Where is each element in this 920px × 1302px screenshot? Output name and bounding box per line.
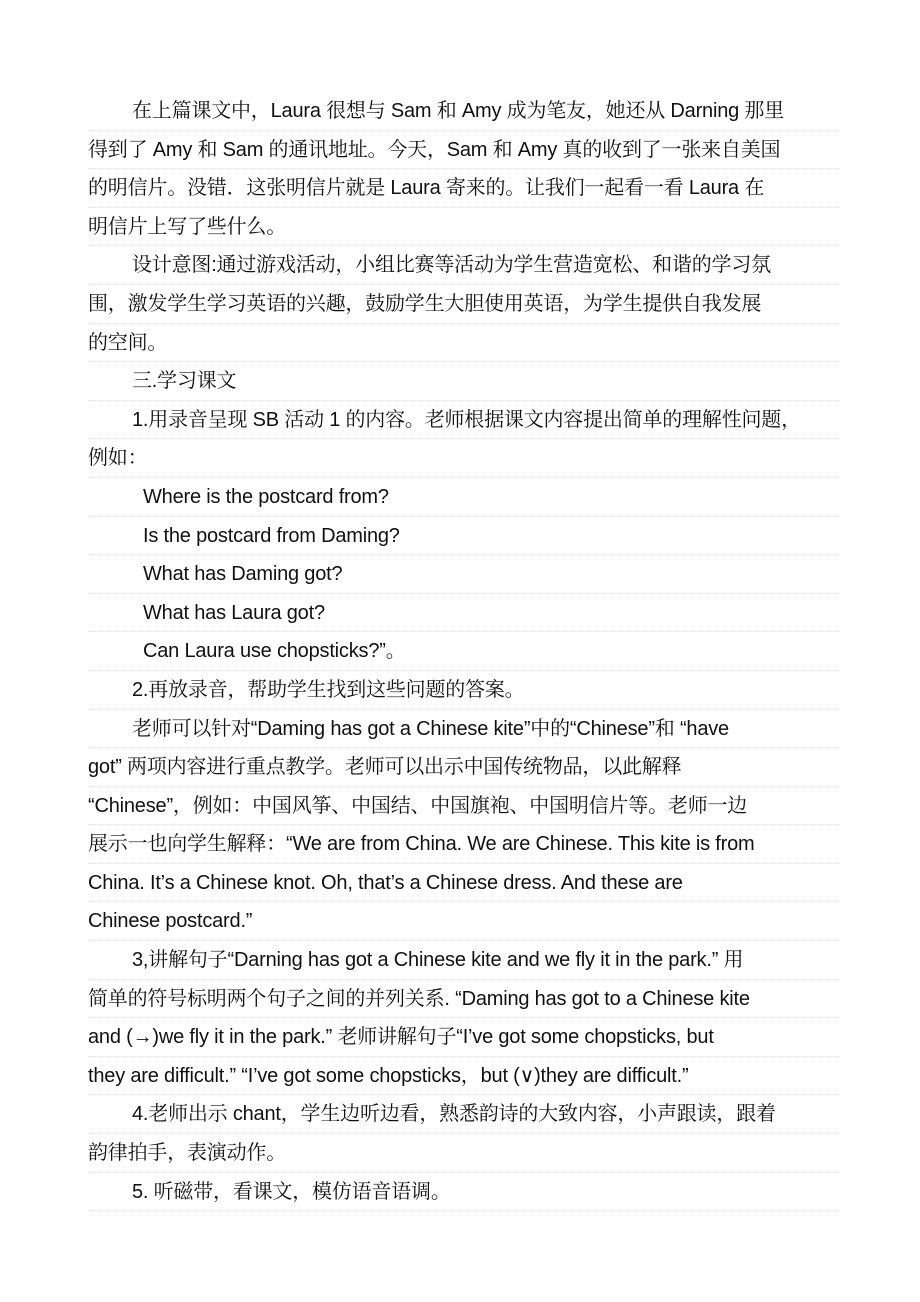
text-line: 4.老师出示 chant，学生边听边看，熟悉韵诗的大致内容，小声跟读，跟着 — [88, 1095, 840, 1134]
text-line: 得到了 Amy 和 Sam 的通讯地址。今天，Sam 和 Amy 真的收到了一张来自美国 — [88, 131, 840, 170]
text-line: 5. 听磁带，看课文，模仿语音语调。 — [88, 1173, 840, 1212]
text-line: 设计意图:通过游戏活动，小组比赛等活动为学生营造宽松、和谐的学习氛 — [88, 246, 840, 285]
text-line: they are difficult.” “I’ve got some chopsticks，but (∨)they are difficult.” — [88, 1057, 840, 1096]
text-line: 的明信片。没错．这张明信片就是 Laura 寄来的。让我们一起看一看 Laura 在 — [88, 169, 840, 208]
text-line: 韵律拍手，表演动作。 — [88, 1134, 840, 1173]
text-line: got” 两项内容进行重点教学。老师可以出示中国传统物品，以此解释 — [88, 748, 840, 787]
text-line: What has Daming got? — [88, 555, 840, 594]
text-line: China. It’s a Chinese knot. Oh, that’s a Chinese dress. And these are — [88, 864, 840, 903]
text-line: 例如： — [88, 439, 840, 478]
text-line: and (→)we fly it in the park.” 老师讲解句子“I’ve got some chopsticks, but — [88, 1018, 840, 1057]
text-line: 2.再放录音，帮助学生找到这些问题的答案。 — [88, 671, 840, 710]
text-line: 的空间。 — [88, 324, 840, 363]
text-line: 简单的符号标明两个句子之间的并列关系. “Daming has got to a Chinese kite — [88, 980, 840, 1019]
text-line: 在上篇课文中，Laura 很想与 Sam 和 Amy 成为笔友，她还从 Darning 那里 — [88, 92, 840, 131]
text-line: 明信片上写了些什么。 — [88, 208, 840, 247]
text-line: Is the postcard from Daming? — [88, 517, 840, 556]
text-line: 三.学习课文 — [88, 362, 840, 401]
document-body — [88, 92, 840, 1211]
text-line: 围，激发学生学习英语的兴趣，鼓励学生大胆使用英语，为学生提供自我发展 — [88, 285, 840, 324]
text-line: Chinese postcard.” — [88, 902, 840, 941]
text-line: 3,讲解句子“Darning has got a Chinese kite and we fly it in the park.” 用 — [88, 941, 840, 980]
text-line: 1.用录音呈现 SB 活动 1 的内容。老师根据课文内容提出简单的理解性问题， — [88, 401, 840, 440]
text-line: What has Laura got? — [88, 594, 840, 633]
text-line: “Chinese”，例如：中国风筝、中国结、中国旗袍、中国明信片等。老师一边 — [88, 787, 840, 826]
text-line: 展示一也向学生解释：“We are from China. We are Chinese. This kite is from — [88, 825, 840, 864]
text-line: 老师可以针对“Daming has got a Chinese kite”中的“Chinese”和 “have — [88, 710, 840, 749]
text-line: Where is the postcard from? — [88, 478, 840, 517]
text-line: Can Laura use chopsticks?”。 — [88, 632, 840, 671]
